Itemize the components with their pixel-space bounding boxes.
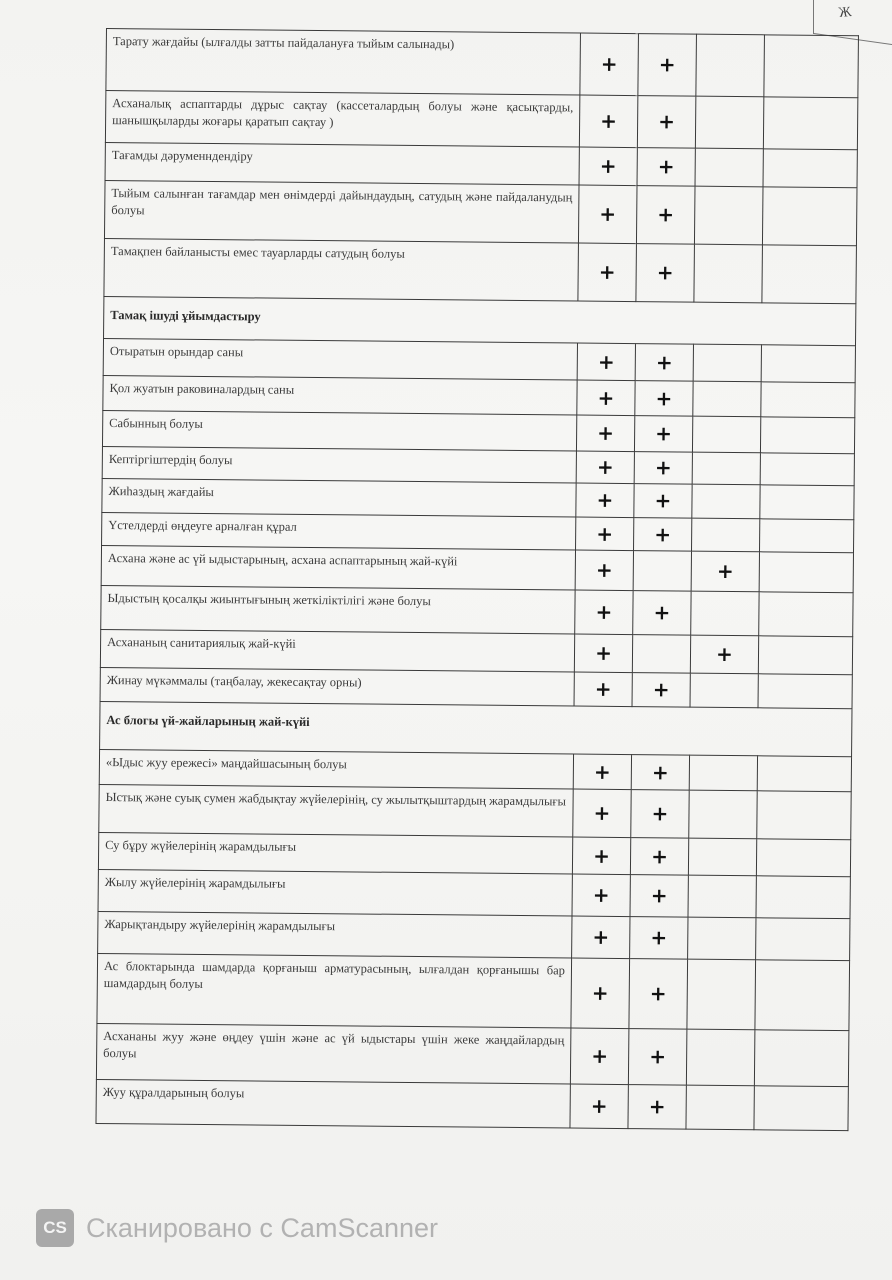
row-label: Кептіргіштердің болуы: [102, 446, 576, 483]
mark-cell: [756, 918, 850, 961]
row-label: Жарықтандыру жүйелерінің жарамдылығы: [98, 911, 572, 958]
mark-cell: [688, 838, 756, 876]
mark-cell: [692, 518, 760, 552]
mark-cell: +: [577, 380, 635, 416]
corner-stamp-text: Ж: [837, 4, 854, 21]
mark-cell: [762, 245, 857, 304]
row-label: Сабынның болуы: [102, 410, 576, 451]
mark-cell: +: [570, 1028, 629, 1085]
mark-cell: +: [576, 483, 634, 518]
row-label: «Ыдыс жуу ережесі» маңдайшасының болуы: [99, 749, 573, 789]
mark-cell: [758, 636, 852, 675]
mark-cell: [692, 416, 760, 453]
mark-cell: [763, 97, 857, 150]
mark-cell: [694, 186, 763, 245]
mark-cell: [692, 452, 760, 485]
mark-cell: +: [580, 33, 639, 96]
mark-cell: +: [631, 790, 689, 839]
mark-cell: [686, 1085, 754, 1130]
camscanner-watermark: [36, 1206, 438, 1250]
mark-cell: [759, 592, 853, 637]
mark-cell: +: [575, 590, 633, 635]
row-label: Ыдыстың қосалқы жиынтығының жеткіліктілігі және болуы: [101, 585, 575, 634]
mark-cell: +: [571, 958, 630, 1029]
mark-cell: +: [577, 343, 635, 381]
mark-cell: [760, 453, 854, 486]
mark-cell: [689, 790, 757, 839]
mark-cell: [695, 96, 763, 149]
mark-cell: [763, 149, 857, 188]
mark-cell: [756, 839, 850, 877]
table-row: [99, 784, 851, 839]
mark-cell: [760, 485, 854, 520]
mark-cell: [755, 960, 850, 1031]
mark-cell: [690, 673, 758, 708]
camscanner-text: Сканировано с CamScanner: [86, 1212, 439, 1243]
mark-cell: +: [632, 673, 690, 708]
mark-cell: +: [690, 635, 758, 674]
mark-cell: +: [574, 672, 632, 707]
mark-cell: [689, 755, 757, 791]
mark-cell: +: [633, 591, 691, 636]
mark-cell: +: [634, 416, 692, 453]
mark-cell: [754, 1030, 849, 1087]
mark-cell: +: [635, 381, 693, 417]
camscanner-logo: CS: [36, 1209, 74, 1247]
mark-cell: +: [575, 550, 633, 591]
row-label: Үстелдерді өңдеуге арналған құрал: [102, 512, 576, 550]
mark-cell: [758, 674, 852, 709]
table-row: [105, 91, 857, 150]
row-label: Тамақпен байланысты емес тауарларды сатудың болуы: [104, 238, 579, 301]
mark-cell: [688, 917, 756, 960]
mark-cell: +: [636, 186, 695, 245]
row-label: Жуу құралдарының болуы: [96, 1079, 570, 1128]
row-label: Тағамды дәруменндендіру: [105, 142, 579, 185]
mark-cell: +: [572, 916, 630, 959]
table-row: [96, 1023, 849, 1086]
table-row: [104, 238, 857, 303]
mark-cell: +: [574, 634, 632, 673]
mark-cell: +: [630, 838, 688, 876]
mark-cell: +: [630, 875, 688, 918]
row-label: Қол жуатын раковиналардың саны: [103, 375, 577, 415]
mark-cell: +: [637, 148, 695, 187]
mark-cell: +: [636, 244, 695, 303]
row-label: Тарату жағдайы (ылғалды затты пайдалануға тыйым салынады): [106, 29, 581, 96]
mark-cell: [693, 381, 761, 417]
mark-cell: +: [578, 185, 637, 244]
mark-cell: +: [691, 551, 759, 592]
mark-cell: +: [630, 917, 688, 960]
mark-cell: +: [634, 518, 692, 552]
table-row: [104, 180, 857, 245]
table-row: [97, 953, 850, 1030]
section-row: [104, 296, 856, 345]
mark-cell: +: [637, 96, 695, 149]
section-title: Ас блогы үй-жайларының жай-күйі: [100, 701, 852, 756]
table-row: [96, 1079, 848, 1130]
row-label: Жиһаздың жағдайы: [102, 478, 576, 517]
mark-cell: [761, 382, 855, 418]
mark-cell: [760, 519, 854, 553]
mark-cell: [762, 187, 857, 246]
mark-cell: +: [576, 415, 634, 452]
mark-cell: [686, 1029, 755, 1086]
mark-cell: [695, 148, 763, 187]
checklist-sheet: [95, 28, 857, 1131]
mark-cell: +: [628, 1029, 687, 1086]
mark-cell: +: [576, 517, 634, 551]
table-row: [98, 911, 850, 960]
mark-cell: +: [631, 755, 689, 791]
mark-cell: +: [634, 484, 692, 519]
mark-cell: +: [634, 452, 692, 485]
mark-cell: +: [579, 147, 637, 186]
mark-cell: +: [570, 1084, 628, 1129]
checklist-rows: [96, 29, 858, 1131]
row-label: Ас блоктарында шамдарда қорғаныш арматурасының, ылғалдан қорғанышы бар шамдардың болуы: [97, 953, 572, 1028]
mark-cell: [759, 552, 853, 593]
mark-cell: [633, 551, 691, 592]
mark-cell: +: [572, 837, 630, 875]
mark-cell: [692, 484, 760, 519]
row-label: Асханалық аспаптарды дұрыс сақтау (кассеталардың болуы және қасықтарды, шанышқыларды жоғары қаратып сақтау ): [105, 91, 579, 148]
checklist-table: [95, 28, 858, 1131]
mark-cell: +: [573, 754, 631, 790]
mark-cell: [696, 34, 765, 97]
mark-cell: [757, 756, 851, 792]
table-row: [106, 29, 859, 98]
mark-cell: +: [576, 451, 634, 484]
row-label: Асхананы жуу және өңдеу үшін және ас үй ыдыстары үшін жеке жаңдайлардың болуы: [96, 1023, 571, 1084]
row-label: Асхана және ас үй ыдыстарының, асхана аспаптарының жай-күйі: [101, 545, 575, 590]
mark-cell: [688, 875, 756, 918]
mark-cell: [694, 244, 763, 303]
mark-cell: [691, 591, 759, 636]
table-row: [98, 869, 850, 918]
mark-cell: +: [628, 1085, 686, 1130]
row-label: Су бұру жүйелерінің жарамдылығы: [98, 832, 572, 874]
mark-cell: [764, 35, 859, 98]
mark-cell: +: [579, 95, 637, 148]
section-title: Тамақ ішуді ұйымдастыру: [104, 296, 856, 345]
mark-cell: [754, 1086, 848, 1131]
row-label: Жылу жүйелерінің жарамдылығы: [98, 869, 572, 916]
mark-cell: [756, 876, 850, 919]
mark-cell: +: [638, 34, 697, 97]
row-label: Тыйым салынған тағамдар мен өнімдерді дайындаудың, сатудың және пайдаланудың болуы: [104, 180, 579, 243]
mark-cell: +: [572, 874, 630, 917]
mark-cell: [693, 344, 761, 382]
row-label: Асхананың санитариялық жай-күйі: [100, 629, 574, 672]
mark-cell: [632, 635, 690, 674]
mark-cell: [687, 959, 756, 1030]
mark-cell: [757, 791, 851, 840]
mark-cell: +: [573, 789, 631, 838]
row-label: Жинау мүкәммалы (таңбалау, жекесақтау орны): [100, 667, 574, 706]
section-row: [100, 701, 852, 756]
mark-cell: +: [629, 959, 688, 1030]
row-label: Ыстық және суық сумен жабдықтау жүйелерінің, су жылытқыштардың жарамдылығы: [99, 784, 573, 837]
mark-cell: [760, 417, 854, 454]
table-row: [101, 585, 853, 636]
mark-cell: +: [635, 344, 693, 382]
row-label: Отыратын орындар саны: [103, 338, 577, 380]
mark-cell: [761, 345, 855, 383]
mark-cell: +: [578, 243, 637, 302]
